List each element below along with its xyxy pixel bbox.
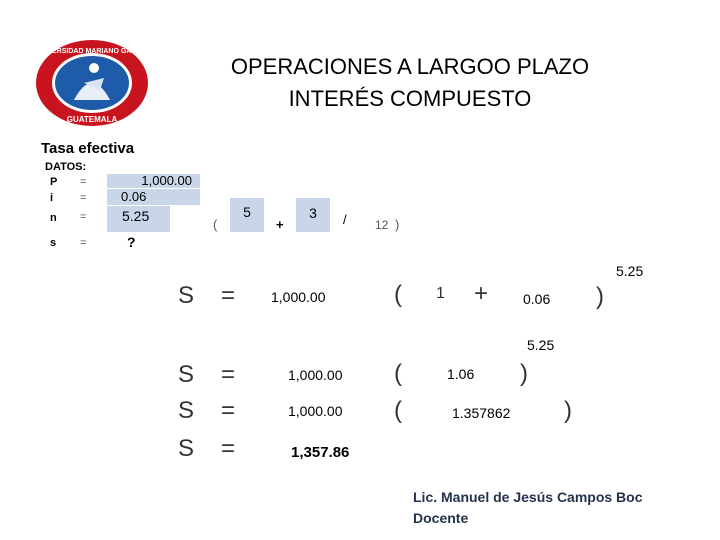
step3-eq: =: [221, 397, 236, 424]
author-signature: [413, 487, 643, 529]
step4-eq: =: [221, 435, 236, 462]
svg-text:GUATEMALA: GUATEMALA: [66, 115, 118, 124]
step1-exponent: 5.25: [616, 263, 644, 279]
step2-exponent: 5.25: [527, 337, 555, 353]
step1-eq: =: [221, 282, 236, 309]
table-heading: Tasa efectiva: [41, 140, 135, 157]
step2-open-paren: (: [394, 360, 402, 387]
step1-open-paren: (: [394, 281, 402, 308]
var-s: s: [50, 237, 57, 249]
step1-principal: 1,000.00: [271, 289, 326, 305]
step2-principal: 1,000.00: [288, 367, 343, 383]
step2-close-paren: ): [520, 360, 528, 387]
n-months-box: 3: [296, 198, 330, 232]
step2-base: 1.06: [447, 366, 475, 382]
step1-plus: +: [474, 280, 489, 307]
step3-open-paren: (: [394, 397, 402, 424]
step1-close-paren: ): [596, 283, 604, 310]
value-n: 5.25: [107, 206, 170, 232]
author-role: Docente: [413, 510, 469, 526]
result-value: 1,357.86: [291, 444, 350, 461]
n-slash: /: [343, 212, 347, 227]
step3-principal: 1,000.00: [288, 403, 343, 419]
n-open-paren: (: [213, 217, 218, 232]
svg-text:UNIVERSIDAD MARIANO GALVEZ: UNIVERSIDAD MARIANO GALVEZ: [35, 48, 149, 55]
step4-var: S: [178, 435, 195, 462]
var-i: i: [50, 192, 54, 204]
university-seal-logo: [34, 38, 150, 128]
var-n: n: [50, 212, 57, 224]
value-i: 0.06: [107, 189, 200, 205]
step1-var: S: [178, 282, 195, 309]
step2-var: S: [178, 361, 195, 388]
step2-eq: =: [221, 361, 236, 388]
eq-p: =: [80, 176, 87, 188]
step1-one: 1: [436, 285, 445, 302]
title-line-1: OPERACIONES A LARGOO PLAZO: [230, 54, 590, 79]
title-line-2: INTERÉS COMPUESTO: [288, 86, 532, 111]
value-s: ?: [127, 234, 136, 250]
datos-label: DATOS:: [45, 161, 87, 173]
step3-factor: 1.357862: [452, 405, 511, 421]
value-p-cell: [107, 174, 200, 188]
n-years-box: 5: [230, 198, 264, 232]
eq-n: =: [80, 211, 87, 223]
n-close-paren: ): [395, 217, 400, 232]
value-p: 1,000.00: [141, 173, 192, 188]
eq-i: =: [80, 192, 87, 204]
author-name: Lic. Manuel de Jesús Campos Boc: [413, 489, 643, 505]
step3-var: S: [178, 397, 195, 424]
eq-s: =: [80, 237, 87, 249]
n-plus: +: [276, 217, 284, 232]
step3-close-paren: ): [564, 397, 572, 424]
step1-rate: 0.06: [523, 291, 551, 307]
var-p: P: [50, 176, 58, 188]
n-divisor: 12: [375, 218, 389, 232]
